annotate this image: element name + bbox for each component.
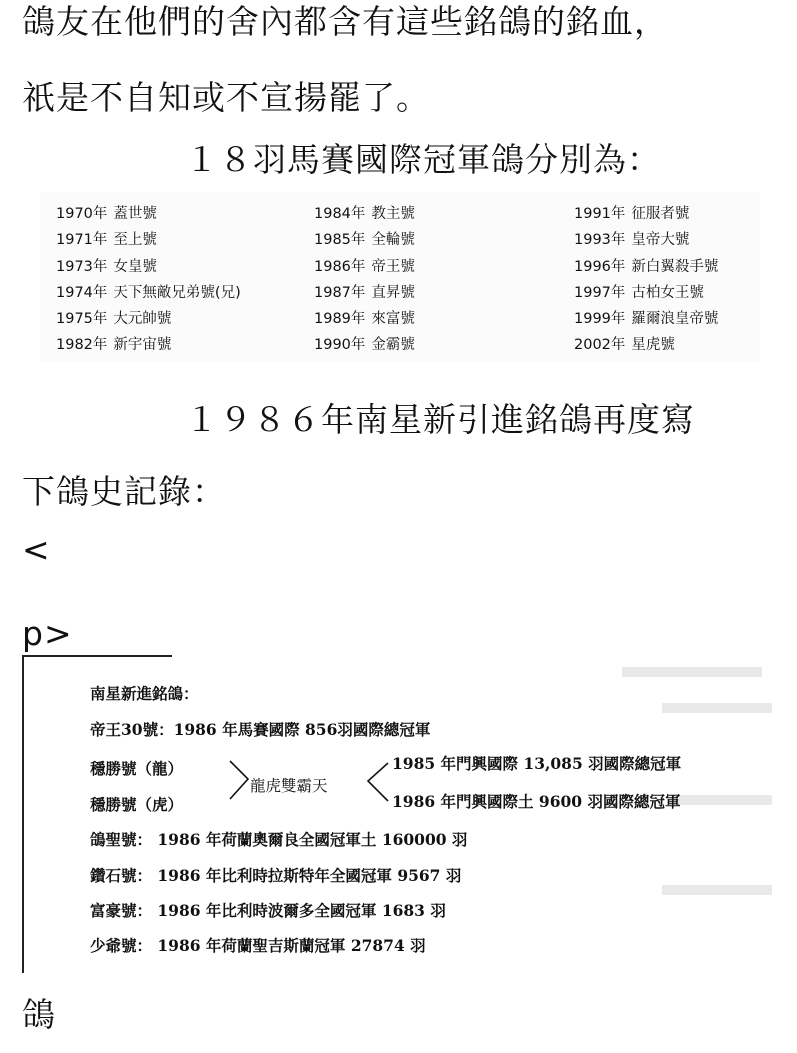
- record-saint: 鴿聖號： 1986 年荷蘭奧爾良全國冠軍土 160000 羽: [90, 830, 468, 849]
- champion-name: 來富號: [371, 311, 415, 328]
- champion-entry: [314, 332, 415, 358]
- champion-name: 皇帝大號: [631, 232, 690, 249]
- history-heading-line-1: １９８６年南星新引進銘鴿再度寫: [185, 400, 695, 439]
- champion-entry: [56, 254, 241, 280]
- champion-entry: [574, 254, 718, 280]
- record-young: 少爺號： 1986 年荷蘭聖吉斯蘭冠軍 27874 羽: [90, 936, 426, 955]
- champion-entry: [314, 227, 415, 253]
- bleed-through-text: [672, 795, 772, 805]
- champion-year: 1973年: [56, 258, 108, 275]
- champions-column-2: [314, 201, 415, 359]
- champion-entry: [574, 306, 718, 332]
- champion-entry: [56, 280, 241, 306]
- record-diamond: 鑽石號： 1986 年比利時拉斯特年全國冠軍 9567 羽: [90, 866, 462, 885]
- champion-entry: [56, 306, 241, 332]
- stray-text-2: p>: [22, 614, 73, 653]
- champion-name: 帝王號: [371, 258, 415, 275]
- champion-year: 1985年: [314, 232, 366, 249]
- champion-name: 古柏女王號: [631, 284, 704, 301]
- champion-name: 新白翼殺手號: [631, 258, 719, 275]
- champion-entry: [574, 227, 718, 253]
- champion-entry: [314, 201, 415, 227]
- champions-column-1: [56, 201, 241, 359]
- history-heading-line-2: 下鴿史記錄：: [22, 472, 226, 511]
- record-1985: 1985 年門興國際 13,085 羽國際總冠軍: [392, 754, 682, 773]
- champion-name: 征服者號: [631, 206, 690, 222]
- champion-name: 全輪號: [371, 232, 415, 249]
- record-wensheng-tiger: 穩勝號（虎）: [90, 795, 184, 814]
- champion-entry: [314, 280, 415, 306]
- champion-name: 新宇宙號: [113, 337, 172, 354]
- champion-year: 1990年: [314, 337, 366, 354]
- champion-entry: [56, 201, 241, 227]
- champion-name: 至上號: [113, 232, 157, 249]
- frame-left-rule: [22, 655, 24, 973]
- champion-name: 星虎號: [631, 337, 675, 354]
- champion-year: 1989年: [314, 311, 366, 328]
- champion-year: 1986年: [314, 258, 366, 275]
- champion-name: 大元帥號: [113, 311, 172, 328]
- bleed-through-text: [662, 703, 772, 713]
- record-wensheng-dragon: 穩勝號（龍）: [90, 759, 184, 778]
- champion-name: 天下無敵兄弟號(兄): [113, 284, 241, 301]
- champion-name: 金霸號: [371, 337, 415, 354]
- champion-year: 1975年: [56, 311, 108, 328]
- champions-heading: １８羽馬賽國際冠軍鴿分別為：: [185, 140, 661, 179]
- record-1986: 1986 年門興國際土 9600 羽國際總冠軍: [392, 792, 681, 811]
- bleed-through-text: [622, 667, 762, 677]
- intro-line-1: 鴿友在他們的舍內都含有這些銘鴿的銘血，: [22, 2, 668, 41]
- champion-name: 女皇號: [113, 258, 157, 275]
- record-emperor: 帝王30號：1986 年馬賽國際 856羽國際總冠軍: [90, 720, 431, 739]
- record-rich: 富豪號： 1986 年比利時波爾多全國冠軍 1683 羽: [90, 901, 446, 920]
- champion-entry: [574, 332, 718, 358]
- champion-year: 1993年: [574, 232, 626, 249]
- bleed-through-text: [662, 885, 772, 895]
- champion-name: 教主號: [371, 206, 415, 222]
- champion-year: 1982年: [56, 337, 108, 354]
- champion-entry: [56, 227, 241, 253]
- champion-year: 1997年: [574, 284, 626, 301]
- champion-year: 1991年: [574, 206, 626, 222]
- record-title: 南星新進銘鴿：: [90, 684, 199, 703]
- record-pair-label: 龍虎雙霸天: [250, 777, 328, 795]
- champion-name: 羅爾浪皇帝號: [631, 311, 719, 328]
- champion-entry: [56, 332, 241, 358]
- champion-year: 2002年: [574, 337, 626, 354]
- champion-year: 1996年: [574, 258, 626, 275]
- frame-top-rule: [22, 655, 172, 657]
- trailing-text: 鴿: [22, 995, 56, 1034]
- stray-text-1: <: [22, 530, 51, 569]
- champion-year: 1974年: [56, 284, 108, 301]
- intro-line-2: 祇是不自知或不宣揚罷了。: [22, 78, 430, 117]
- champion-entry: [314, 254, 415, 280]
- champion-year: 1984年: [314, 206, 366, 222]
- champion-year: 1971年: [56, 232, 108, 249]
- champion-name: 蓋世號: [113, 206, 157, 222]
- champion-entry: [574, 280, 718, 306]
- champions-column-3: [574, 201, 718, 359]
- champion-year: 1970年: [56, 206, 108, 222]
- champion-entry: [574, 201, 718, 227]
- champion-year: 1999年: [574, 311, 626, 328]
- champion-entry: [314, 306, 415, 332]
- champion-name: 直昇號: [371, 284, 415, 301]
- champion-year: 1987年: [314, 284, 366, 301]
